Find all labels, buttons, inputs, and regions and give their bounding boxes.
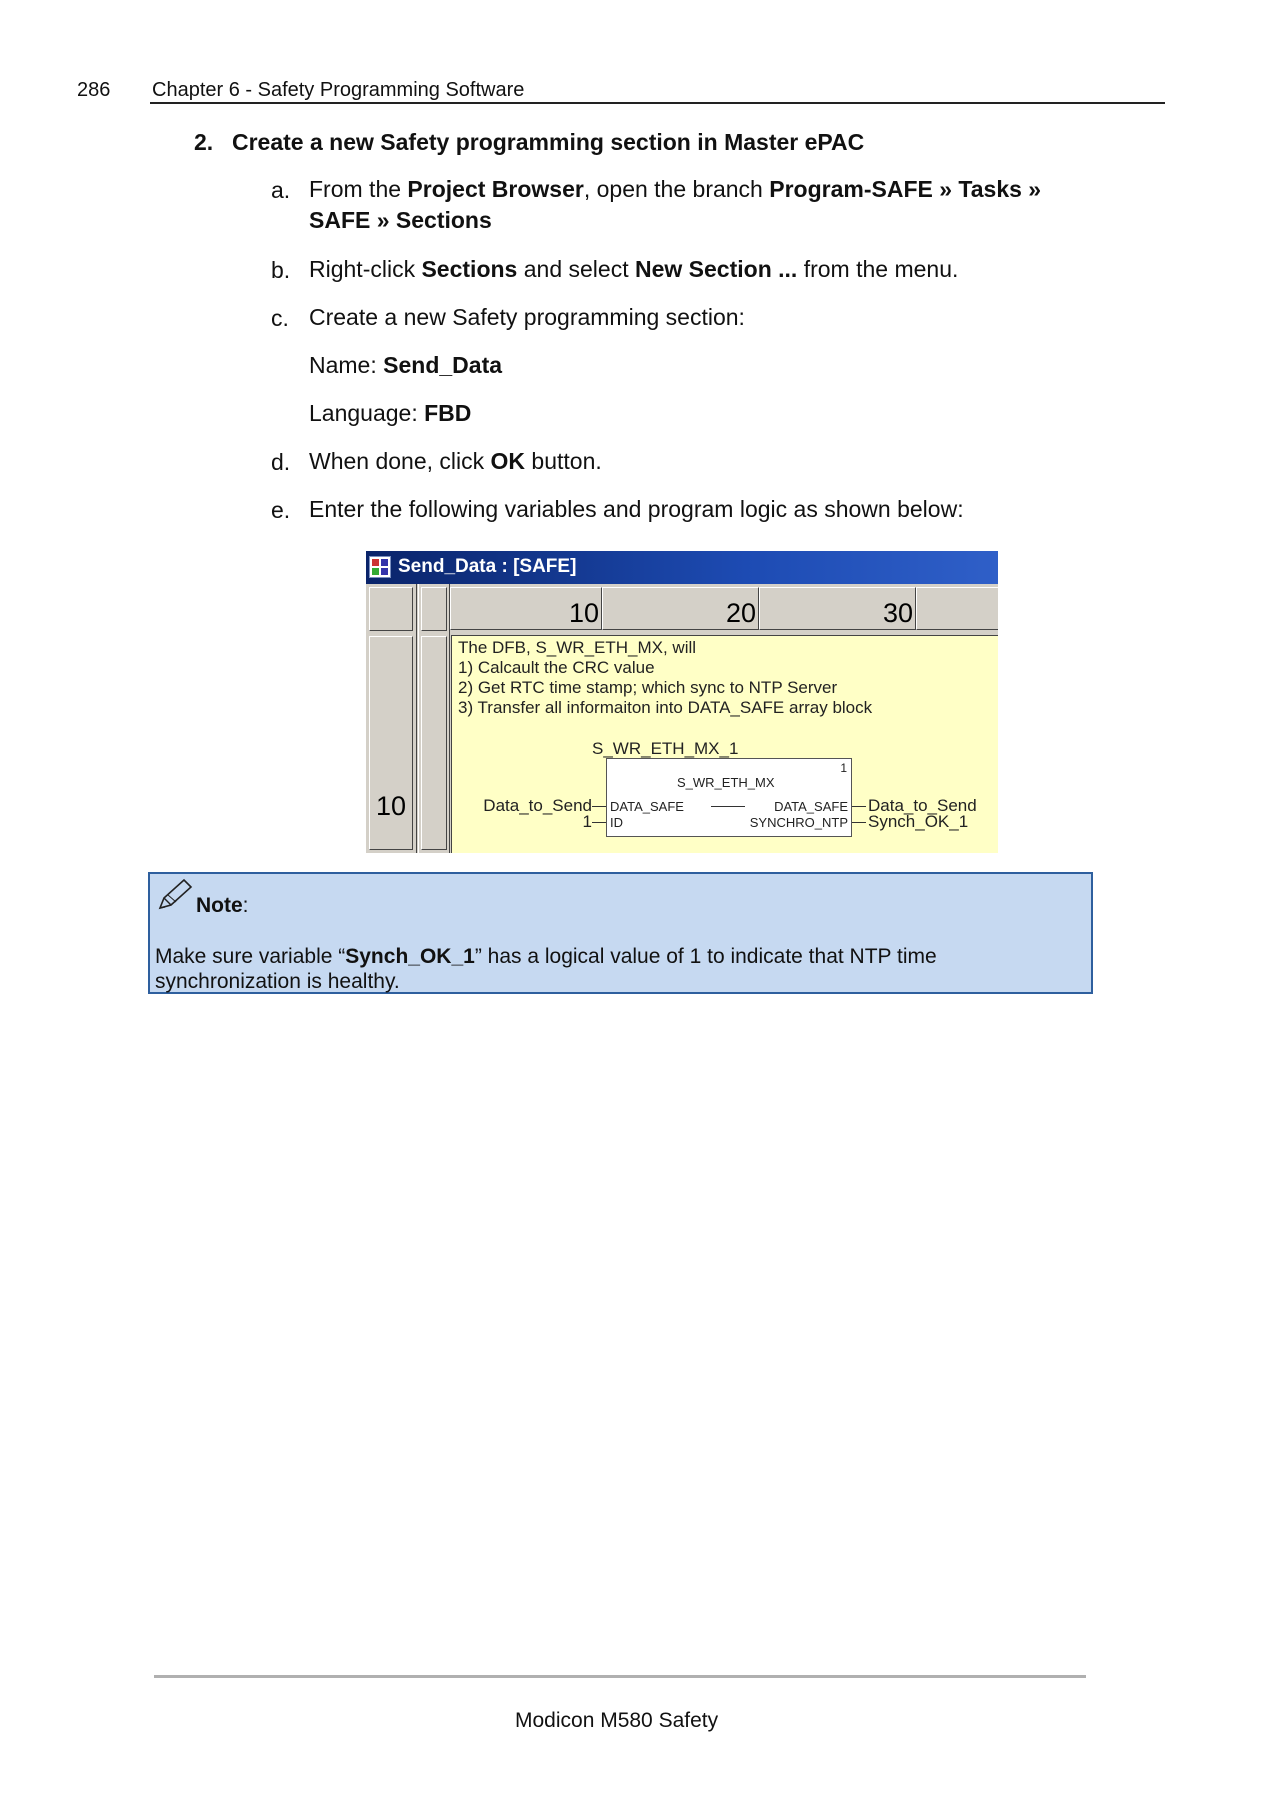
ruler-corner <box>369 587 413 631</box>
output-signal: Synch_OK_1 <box>868 812 969 831</box>
ruler-cell <box>450 587 602 630</box>
input-signal: Data_to_Send <box>483 796 592 815</box>
ruler-cell <box>602 587 759 630</box>
row-gutter <box>418 584 450 853</box>
footer-text: Modicon M580 Safety <box>515 1709 719 1732</box>
item-c-text: Create a new Safety programming section: <box>309 304 745 330</box>
item-a-text: From the Project Browser, open the branch Program-SAFE » Tasks » SAFE » Sections <box>309 176 1042 233</box>
note-box <box>148 872 1093 994</box>
fbd-canvas[interactable] <box>451 635 998 853</box>
block-execution-number: 1 <box>840 761 847 775</box>
page-number: 286 <box>77 79 111 101</box>
ruler-cell <box>759 587 916 630</box>
row-number: 10 <box>376 791 407 821</box>
step-title: Create a new Safety programming section in Master ePAC <box>232 129 865 155</box>
block-type: S_WR_ETH_MX <box>677 775 775 790</box>
ruler-tick: 30 <box>882 598 913 628</box>
item-c-letter: c. <box>271 305 289 331</box>
output-pin: SYNCHRO_NTP <box>749 815 848 830</box>
comment-line: 2) Get RTC time stamp; which sync to NTP Server <box>458 678 838 697</box>
column-ruler <box>450 584 998 633</box>
ruler-tick: 10 <box>568 598 599 628</box>
block-instance-name: S_WR_ETH_MX_1 <box>592 739 739 758</box>
input-signal: 1 <box>582 812 592 831</box>
fbd-section-icon <box>369 556 391 578</box>
ruler-cell <box>916 587 998 630</box>
footer-rule <box>154 1675 1086 1678</box>
section-name-line: Name: Send_Data <box>309 352 503 378</box>
pencil-icon <box>156 878 194 917</box>
section-language-line: Language: FBD <box>309 400 472 426</box>
gutter-cell <box>421 587 447 631</box>
input-pin: ID <box>610 815 623 830</box>
editor-titlebar <box>366 551 998 584</box>
internal-link <box>711 806 745 807</box>
row-ruler <box>366 584 417 853</box>
gutter-cell <box>421 636 447 850</box>
ruler-tick: 20 <box>725 598 756 628</box>
function-block[interactable] <box>606 758 852 837</box>
output-pin: DATA_SAFE <box>774 799 848 814</box>
input-wire <box>592 822 606 823</box>
comment-line: 3) Transfer all informaiton into DATA_SAFE array block <box>458 698 873 717</box>
output-signal: Data_to_Send <box>868 796 977 815</box>
item-d-letter: d. <box>271 449 291 475</box>
item-e-text: Enter the following variables and program logic as shown below: <box>309 496 964 522</box>
item-a-letter: a. <box>271 177 291 203</box>
output-wire <box>852 822 866 823</box>
item-b-letter: b. <box>271 257 291 283</box>
item-d-text: When done, click OK button. <box>309 448 602 474</box>
chapter-title: Chapter 6 - Safety Programming Software <box>152 79 525 101</box>
step-number: 2. <box>194 129 214 155</box>
comment-line: The DFB, S_WR_ETH_MX, will <box>458 638 697 657</box>
input-wire <box>592 806 606 807</box>
output-wire <box>852 806 866 807</box>
item-b-text: Right-click Sections and select New Section ... from the menu. <box>309 256 959 282</box>
input-pin: DATA_SAFE <box>610 799 684 814</box>
editor-title: Send_Data : [SAFE] <box>398 556 577 577</box>
item-e-letter: e. <box>271 497 291 523</box>
note-title: Note: <box>196 894 249 917</box>
note-text: Make sure variable “Synch_OK_1” has a logical value of 1 to indicate that NTP time synchronization is healthy. <box>155 945 937 993</box>
fbd-editor-screenshot <box>366 551 998 853</box>
header-rule <box>150 102 1165 104</box>
comment-line: 1) Calcault the CRC value <box>458 658 655 677</box>
